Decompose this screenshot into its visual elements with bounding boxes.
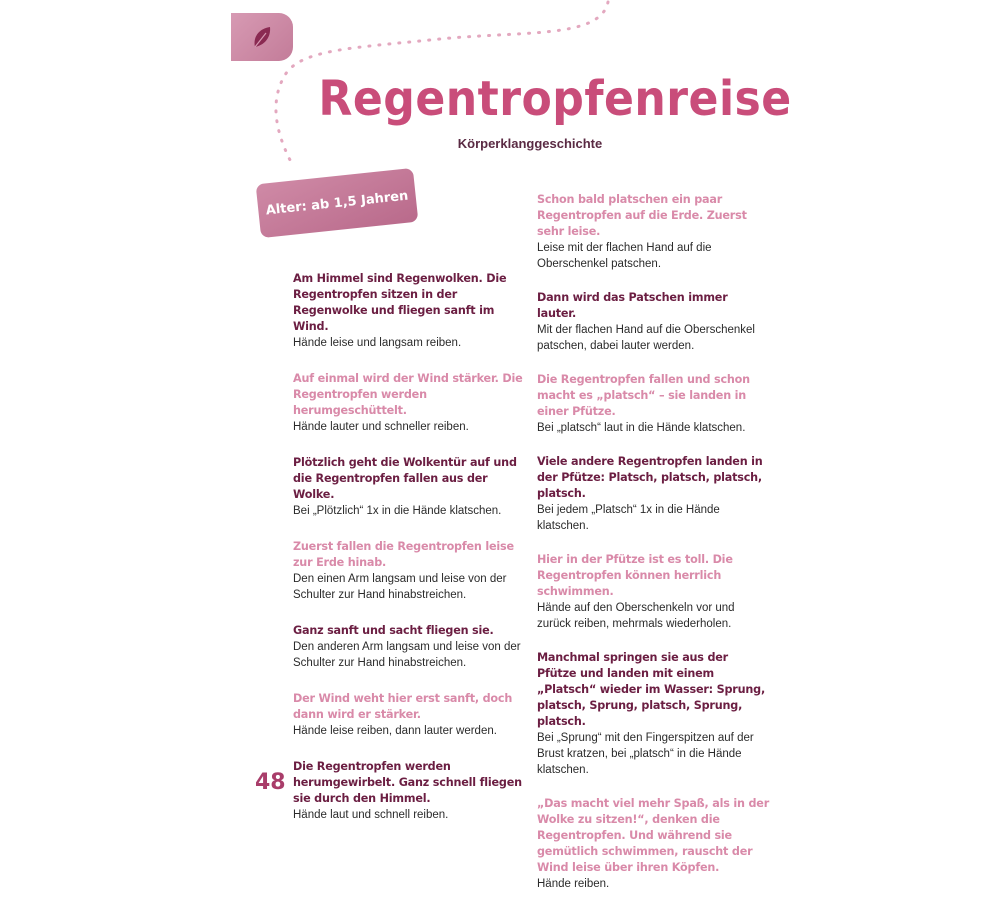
instruction-text: Bei „platsch“ laut in die Hände klatschen.: [537, 422, 746, 434]
instruction-text: Bei jedem „Platsch“ 1x in die Hände klatschen.: [537, 504, 720, 532]
story-block: [537, 650, 769, 778]
story-text: Viele andere Regentropfen landen in der Pfütze: Platsch, platsch, platsch, platsch.: [537, 455, 763, 500]
instruction-text: Leise mit der flachen Hand auf die Oberschenkel patschen.: [537, 242, 712, 270]
story-text: Manchmal springen sie aus der Pfütze und landen mit einem „Platsch“ wieder im Wasser: Sprung, platsch, Sprung, platsch, Sprung, platsch.: [537, 651, 765, 728]
story-block: [293, 271, 525, 351]
instruction-text: Hände leise reiben, dann lauter werden.: [293, 725, 497, 737]
corner-tab: [231, 13, 293, 61]
story-block: [293, 623, 525, 671]
instruction-text: Hände lauter und schneller reiben.: [293, 421, 469, 433]
story-block: [293, 691, 525, 739]
story-block: [293, 759, 525, 823]
instruction-text: Mit der flachen Hand auf die Oberschenkel patschen, dabei lauter werden.: [537, 324, 755, 352]
story-block: [293, 539, 525, 603]
story-block: [537, 796, 769, 892]
story-text: Dann wird das Patschen immer lauter.: [537, 291, 728, 320]
left-column: [293, 271, 525, 843]
story-block: [537, 454, 769, 534]
instruction-text: Den einen Arm langsam und leise von der Schulter zur Hand hinabstreichen.: [293, 573, 507, 601]
instruction-text: Den anderen Arm langsam und leise von der Schulter zur Hand hinabstreichen.: [293, 641, 521, 669]
story-text: Ganz sanft und sacht fliegen sie.: [293, 624, 494, 637]
story-block: [293, 455, 525, 519]
age-badge: Alter: ab 1,5 Jahren: [256, 168, 419, 238]
leaf-icon: [251, 25, 273, 49]
story-text: Auf einmal wird der Wind stärker. Die Regentropfen werden herumgeschüttelt.: [293, 372, 523, 417]
story-block: [293, 371, 525, 435]
story-text: Hier in der Pfütze ist es toll. Die Regentropfen können herrlich schwimmen.: [537, 553, 733, 598]
story-text: Der Wind weht hier erst sanft, doch dann wird er stärker.: [293, 692, 513, 721]
page-number: 48: [255, 770, 286, 795]
right-column: [537, 192, 769, 910]
story-text: Die Regentropfen werden herumgewirbelt. Ganz schnell fliegen sie durch den Himmel.: [293, 760, 522, 805]
story-text: Die Regentropfen fallen und schon macht es „platsch“ – sie landen in einer Pfütze.: [537, 373, 750, 418]
story-text: Zuerst fallen die Regentropfen leise zur Erde hinab.: [293, 540, 514, 569]
instruction-text: Bei „Plötzlich“ 1x in die Hände klatschen.: [293, 505, 502, 517]
instruction-text: Hände reiben.: [537, 878, 610, 890]
story-block: [537, 552, 769, 632]
instruction-text: Bei „Sprung“ mit den Fingerspitzen auf der Brust kratzen, bei „platsch“ in die Hände klatschen.: [537, 732, 754, 776]
story-block: [537, 290, 769, 354]
story-block: [537, 192, 769, 272]
story-text: Plötzlich geht die Wolkentür auf und die Regentropfen fallen aus der Wolke.: [293, 456, 517, 501]
page-subtitle: Körperklanggeschichte: [457, 136, 603, 151]
instruction-text: Hände leise und langsam reiben.: [293, 337, 462, 349]
instruction-text: Hände auf den Oberschenkeln vor und zurück reiben, mehrmals wiederholen.: [537, 602, 735, 630]
story-text: Schon bald platschen ein paar Regentropfen auf die Erde. Zuerst sehr leise.: [537, 193, 747, 238]
story-text: „Das macht viel mehr Spaß, als in der Wolke zu sitzen!“, denken die Regentropfen. Und während sie gemütlich schwimmen, rauscht der Wind leise über ihren Köpfen.: [537, 797, 770, 874]
page-title: Regentropfenreise: [318, 71, 792, 127]
story-block: [537, 372, 769, 436]
instruction-text: Hände laut und schnell reiben.: [293, 809, 449, 821]
story-text: Am Himmel sind Regenwolken. Die Regentropfen sitzen in der Regenwolke und fliegen sanft im Wind.: [293, 272, 507, 333]
